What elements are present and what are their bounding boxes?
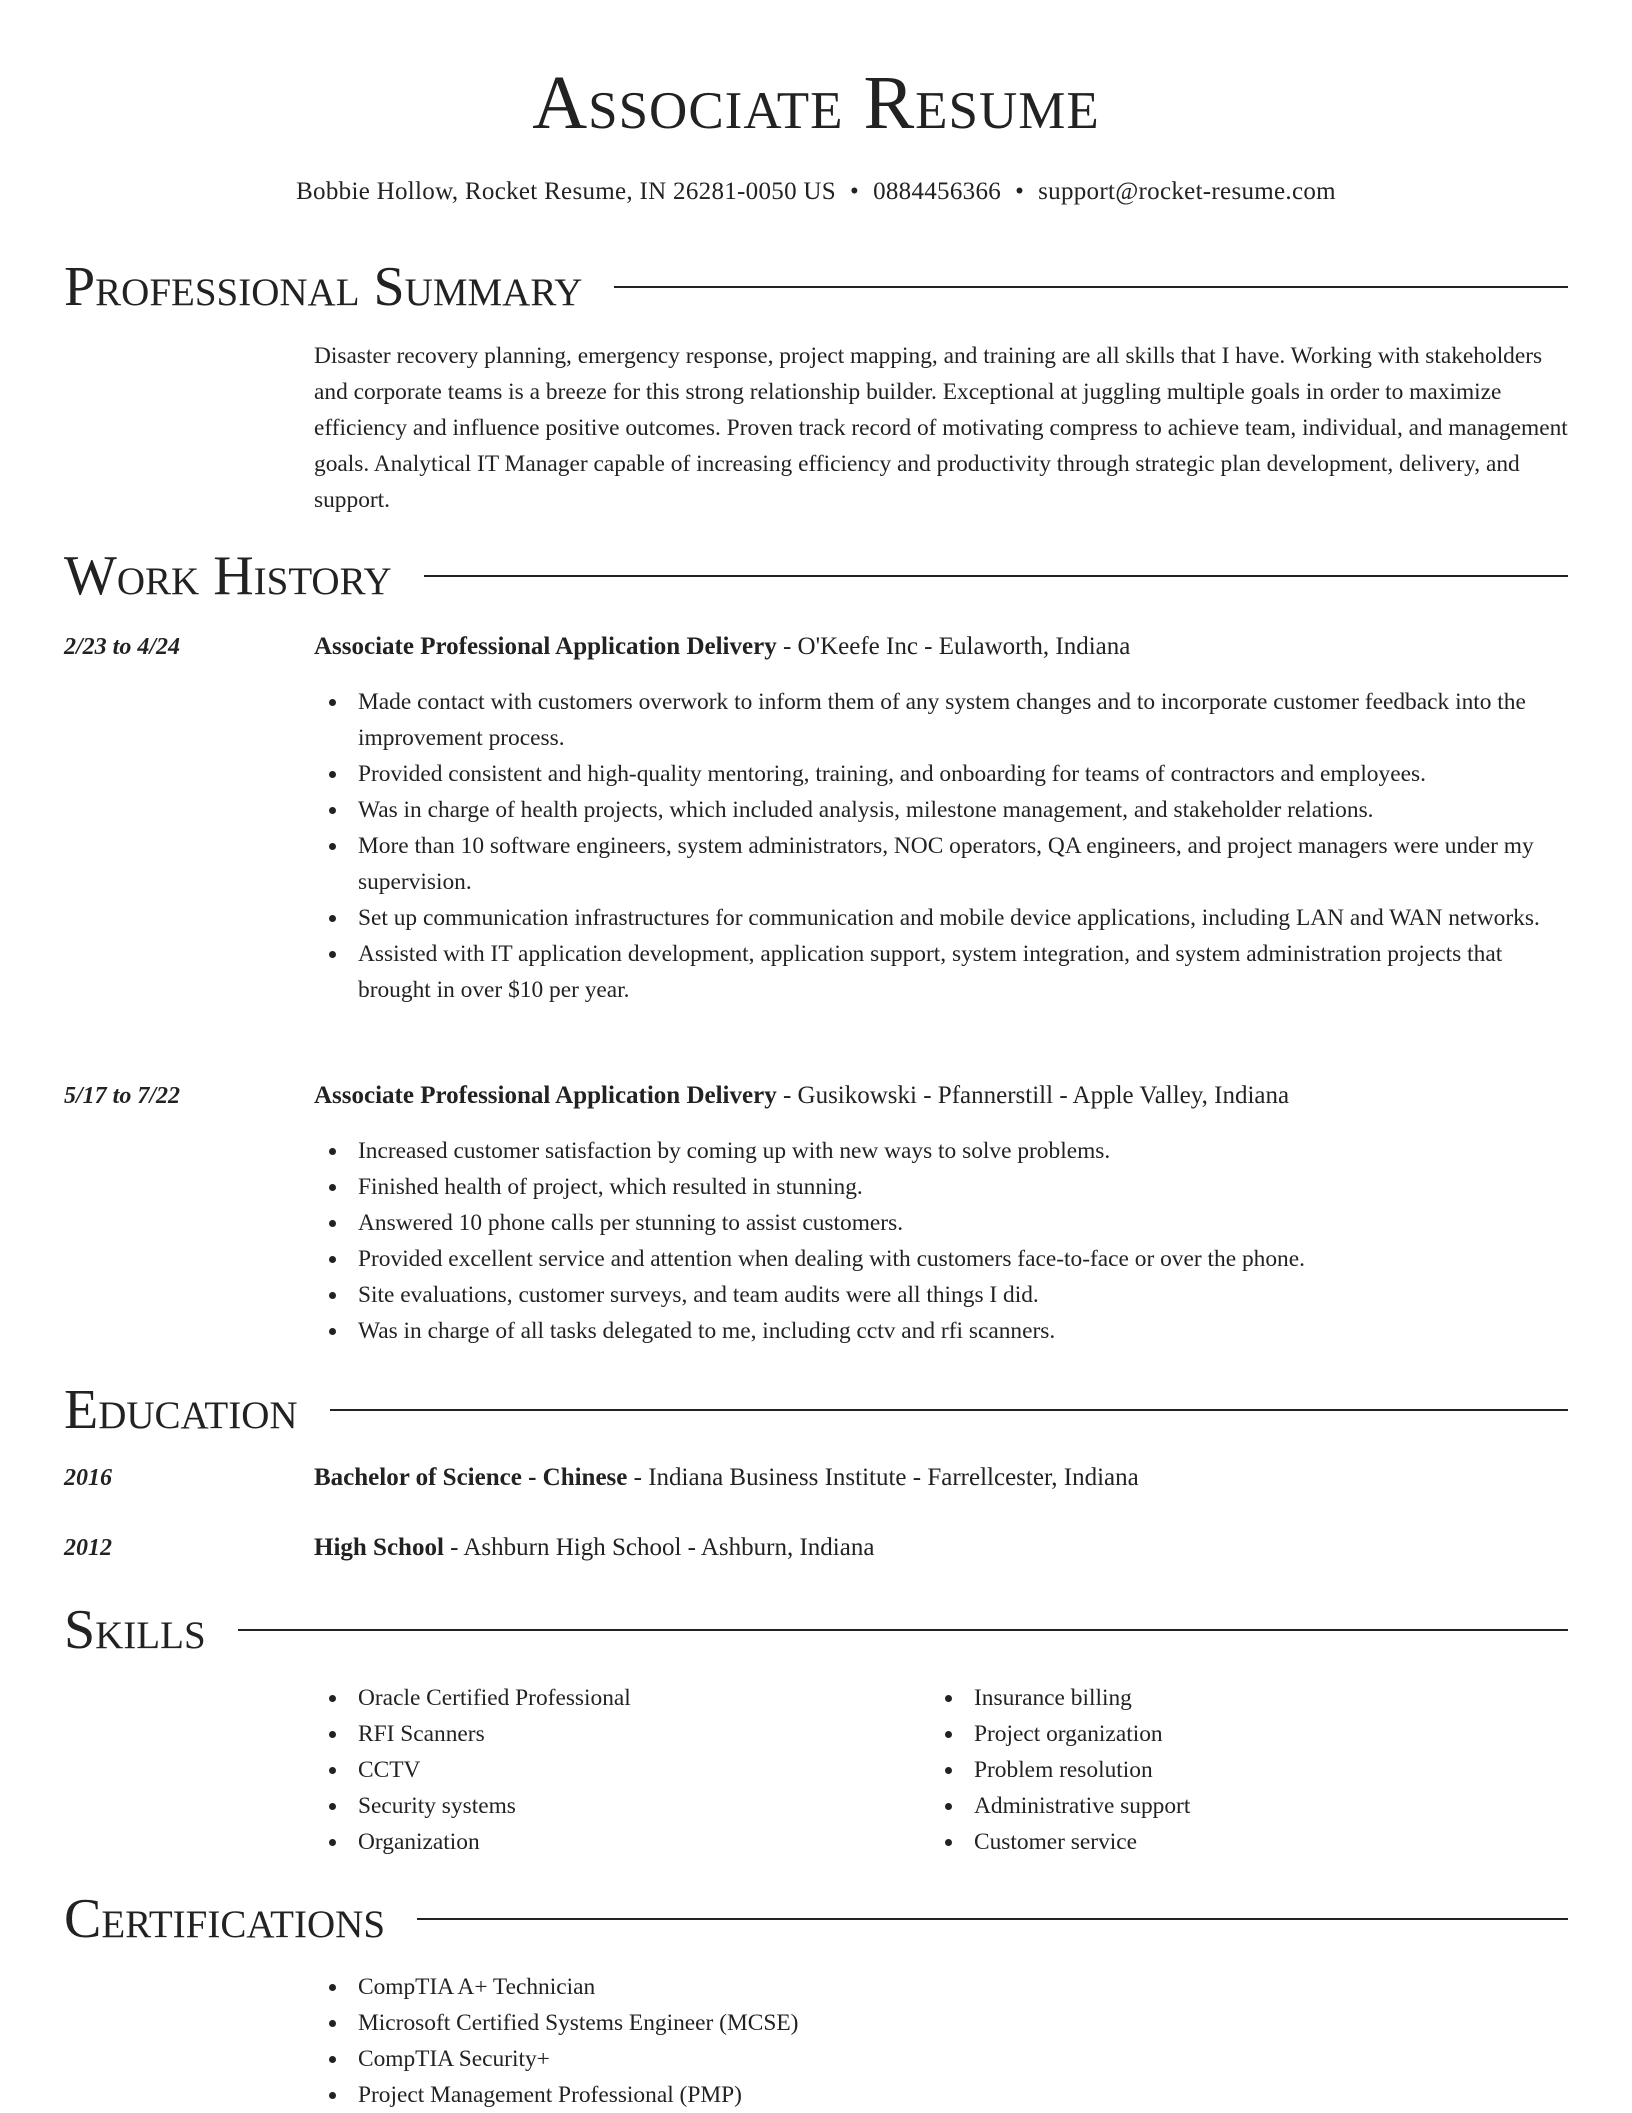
skill-item: Project organization [930, 1716, 1530, 1752]
section-title-certifications: Certifications [64, 1888, 386, 1950]
education-degree: Bachelor of Science - Chinese [314, 1464, 628, 1491]
certifications-list [314, 1969, 1572, 2113]
section-divider [238, 1629, 1568, 1631]
section-divider [424, 575, 1568, 577]
contact-email: support@rocket-resume.com [1038, 178, 1336, 205]
job-role: Associate Professional Application Delivery [314, 1082, 777, 1109]
section-title-work-history: Work History [64, 545, 392, 607]
certification-item: CompTIA Security+ [314, 2041, 1572, 2077]
section-header-summary [64, 252, 1568, 322]
skills-list-left [314, 1680, 914, 1860]
job-dates: 2/23 to 4/24 [64, 634, 181, 660]
list-item: Assisted with IT application development, application support, system integration, and system administration projects that brought in over $10 per year. [314, 936, 1572, 1008]
list-item: Provided excellent service and attention when dealing with customers face-to-face or over the phone. [314, 1241, 1572, 1277]
skill-item: Oracle Certified Professional [314, 1680, 914, 1716]
list-item: Site evaluations, customer surveys, and team audits were all things I did. [314, 1277, 1572, 1313]
contact-separator: • [1015, 178, 1025, 205]
list-item: Was in charge of health projects, which included analysis, milestone management, and stakeholder relations. [314, 792, 1572, 828]
list-item: Was in charge of all tasks delegated to me, including cctv and rfi scanners. [314, 1313, 1572, 1349]
certification-item: Microsoft Certified Systems Engineer (MCSE) [314, 2005, 1572, 2041]
contact-line [0, 174, 1632, 210]
education-details: - Ashburn High School - Ashburn, Indiana [443, 1534, 875, 1561]
section-header-education [64, 1375, 1568, 1445]
summary-text: Disaster recovery planning, emergency response, project mapping, and training are all skills that I have. Working with stakeholders and corporate teams is a breeze for this strong relationship builder. Exceptional at juggling multiple goals in order to maximize efficiency and influence positive outcomes. Proven track record of motivating compress to achieve team, individual, and management goals. Analytical IT Manager capable of increasing efficiency and productivity through strategic plan development, delivery, and support. [314, 343, 1568, 513]
section-divider [417, 1918, 1568, 1920]
skill-item: Organization [314, 1824, 914, 1860]
skill-item: Administrative support [930, 1788, 1530, 1824]
list-item: Provided consistent and high-quality mentoring, training, and onboarding for teams of contractors and employees. [314, 756, 1572, 792]
section-header-work-history [64, 541, 1568, 611]
education-degree: High School [314, 1534, 444, 1561]
education-entry [314, 1460, 1568, 1496]
skill-item: Problem resolution [930, 1752, 1530, 1788]
job-details: - O'Keefe Inc - Eulaworth, Indiana [776, 633, 1131, 660]
skills-list-right [930, 1680, 1530, 1860]
contact-phone: 0884456366 [873, 178, 1002, 205]
skill-item: CCTV [314, 1752, 914, 1788]
contact-address: Bobbie Hollow, Rocket Resume, IN 26281-0050 US [296, 178, 836, 205]
list-item: More than 10 software engineers, system administrators, NOC operators, QA engineers, and project managers were under my supervision. [314, 828, 1572, 900]
job-title-line [314, 1078, 1568, 1114]
certification-item: CompTIA A+ Technician [314, 1969, 1572, 2005]
resume-name: Associate Resume [532, 61, 1100, 145]
section-title-summary: Professional Summary [64, 256, 583, 318]
job-details: - Gusikowski - Pfannerstill - Apple Valley, Indiana [776, 1082, 1290, 1109]
job-bullets [314, 1133, 1572, 1349]
certification-item: Project Management Professional (PMP) [314, 2077, 1572, 2113]
education-details: - Indiana Business Institute - Farrellcester, Indiana [627, 1464, 1139, 1491]
education-entry [314, 1530, 1568, 1566]
skill-item: Insurance billing [930, 1680, 1530, 1716]
job-dates: 5/17 to 7/22 [64, 1083, 181, 1109]
section-header-skills [64, 1595, 1568, 1665]
education-year: 2016 [64, 1465, 112, 1491]
section-divider [614, 286, 1568, 288]
section-header-certifications [64, 1884, 1568, 1954]
list-item: Set up communication infrastructures for communication and mobile device applications, including LAN and WAN networks. [314, 900, 1572, 936]
list-item: Finished health of project, which resulted in stunning. [314, 1169, 1572, 1205]
contact-separator: • [850, 178, 860, 205]
section-title-education: Education [64, 1379, 298, 1441]
job-bullets [314, 684, 1572, 1008]
section-divider [330, 1409, 1568, 1411]
skill-item: RFI Scanners [314, 1716, 914, 1752]
skill-item: Security systems [314, 1788, 914, 1824]
job-title-line [314, 629, 1568, 665]
list-item: Increased customer satisfaction by coming up with new ways to solve problems. [314, 1133, 1572, 1169]
education-year: 2012 [64, 1535, 112, 1561]
section-title-skills: Skills [64, 1599, 206, 1661]
list-item: Made contact with customers overwork to inform them of any system changes and to incorporate customer feedback into the improvement process. [314, 684, 1572, 756]
job-role: Associate Professional Application Delivery [314, 633, 777, 660]
skill-item: Customer service [930, 1824, 1530, 1860]
list-item: Answered 10 phone calls per stunning to assist customers. [314, 1205, 1572, 1241]
